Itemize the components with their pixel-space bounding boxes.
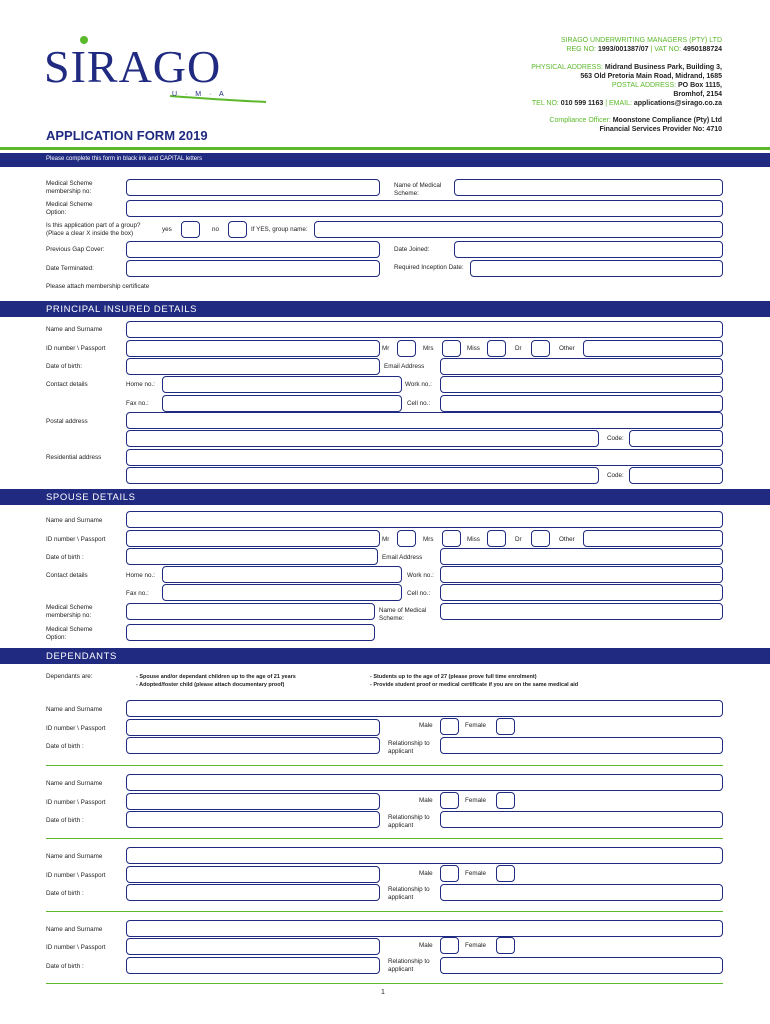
spouse-id-input[interactable] <box>126 530 380 547</box>
logo <box>44 34 269 109</box>
inception-label: Required Inception Date: <box>394 264 464 271</box>
dep4-female-checkbox[interactable] <box>496 937 515 954</box>
dep4-name-input[interactable] <box>126 920 723 937</box>
dep2-male-label: Male <box>419 797 433 804</box>
dep2-name-input[interactable] <box>126 774 723 791</box>
contact-line: TEL NO: 010 599 1163 | EMAIL: applications@sirago.co.za <box>531 100 722 107</box>
dep3-id-input[interactable] <box>126 866 380 883</box>
dep1-dob-label: Date of birth : <box>46 743 84 750</box>
gap-cover-input[interactable] <box>126 241 380 258</box>
principal-mrs-label: Mrs <box>423 345 434 352</box>
dep1-divider <box>46 765 723 766</box>
dependants-are-label: Dependants are: <box>46 673 93 680</box>
instruction-text: Please complete this form in black ink and CAPITAL letters <box>46 156 203 162</box>
dep4-relationship-input[interactable] <box>440 957 723 974</box>
dep4-id-label: ID number \ Passport <box>46 944 106 951</box>
date-terminated-input[interactable] <box>126 260 380 277</box>
dep4-male-checkbox[interactable] <box>440 937 459 954</box>
dep3-female-label: Female <box>465 870 486 877</box>
principal-work-label: Work no.: <box>405 381 432 388</box>
dep1-name-label: Name and Surname <box>46 706 103 713</box>
spouse-heading: SPOUSE DETAILS <box>46 492 136 503</box>
spouse-contact-label: Contact details <box>46 572 88 579</box>
spouse-option-input[interactable] <box>126 624 375 641</box>
spouse-heading-bar <box>0 489 770 505</box>
logo-text: SIRAGO <box>44 41 222 92</box>
dep2-name-label: Name and Surname <box>46 780 103 787</box>
spouse-membership-label: Medical Scheme membership no: <box>46 604 93 619</box>
principal-cell-input[interactable] <box>440 395 723 412</box>
spouse-name-input[interactable] <box>126 511 723 528</box>
principal-home-label: Home no.: <box>126 381 156 388</box>
principal-id-label: ID number \ Passport <box>46 345 106 352</box>
dep2-relationship-label: Relationship to applicant <box>388 814 430 829</box>
spouse-home-label: Home no.: <box>126 572 156 579</box>
dep2-id-input[interactable] <box>126 793 380 810</box>
dep3-female-checkbox[interactable] <box>496 865 515 882</box>
principal-heading-bar <box>0 301 770 317</box>
page-title: APPLICATION FORM 2019 <box>46 128 208 143</box>
yes-label: yes <box>162 226 172 233</box>
spouse-other-input[interactable] <box>583 530 723 547</box>
logo-subtext: U · M · A <box>172 91 227 98</box>
principal-residential-code-label: Code: <box>607 472 624 479</box>
principal-cell-label: Cell no.: <box>407 400 431 407</box>
dep2-divider <box>46 838 723 839</box>
principal-id-input[interactable] <box>126 340 380 357</box>
dep1-dob-input[interactable] <box>126 737 380 754</box>
dep3-dob-label: Date of birth : <box>46 890 84 897</box>
spouse-id-label: ID number \ Passport <box>46 536 106 543</box>
postal-address: POSTAL ADDRESS: PO Box 1115, <box>611 82 722 89</box>
dep3-name-label: Name and Surname <box>46 853 103 860</box>
title-rule <box>0 147 770 150</box>
dep1-male-label: Male <box>419 722 433 729</box>
dep2-female-checkbox[interactable] <box>496 792 515 809</box>
principal-dr-checkbox[interactable] <box>531 340 550 357</box>
spouse-cell-input[interactable] <box>440 584 723 601</box>
spouse-name-label: Name and Surname <box>46 517 103 524</box>
dep2-dob-label: Date of birth : <box>46 817 84 824</box>
dep4-name-label: Name and Surname <box>46 926 103 933</box>
dependants-rule-3: - Students up to the age of 27 (please prove full time enrolment) <box>370 674 537 680</box>
dep1-id-input[interactable] <box>126 719 380 736</box>
principal-postal-label: Postal address <box>46 418 88 425</box>
principal-postal-line2[interactable] <box>126 430 599 447</box>
group-instruction: (Place a clear X inside the box) <box>46 230 134 237</box>
dep3-male-checkbox[interactable] <box>440 865 459 882</box>
principal-name-input[interactable] <box>126 321 723 338</box>
spouse-mr-checkbox[interactable] <box>397 530 416 547</box>
principal-residential-line2[interactable] <box>126 467 599 484</box>
spouse-home-input[interactable] <box>162 566 402 583</box>
dep1-female-checkbox[interactable] <box>496 718 515 735</box>
spouse-option-label: Medical Scheme Option: <box>46 626 93 641</box>
group-name-label: If YES, group name: <box>251 226 308 233</box>
spouse-miss-label: Miss <box>467 536 480 543</box>
principal-contact-label: Contact details <box>46 381 88 388</box>
dep1-female-label: Female <box>465 722 486 729</box>
principal-postal-line1[interactable] <box>126 412 723 429</box>
group-question: Is this application part of a group? <box>46 222 141 229</box>
spouse-membership-input[interactable] <box>126 603 375 620</box>
dependants-heading: DEPENDANTS <box>46 651 117 662</box>
attach-note: Please attach membership certificate <box>46 283 150 290</box>
spouse-dr-label: Dr <box>515 536 522 543</box>
spouse-dob-input[interactable] <box>126 548 378 565</box>
company-name: SIRAGO UNDERWRITING MANAGERS (PTY) LTD <box>560 37 722 44</box>
spouse-fax-input[interactable] <box>162 584 402 601</box>
principal-email-input[interactable] <box>440 358 723 375</box>
spouse-miss-checkbox[interactable] <box>487 530 506 547</box>
dep3-name-input[interactable] <box>126 847 723 864</box>
dependants-rule-1: - Spouse and/or dependant children up to the age of 21 years <box>136 674 296 680</box>
dep2-relationship-input[interactable] <box>440 811 723 828</box>
dep2-id-label: ID number \ Passport <box>46 799 106 806</box>
spouse-work-input[interactable] <box>440 566 723 583</box>
principal-email-label: Email Address <box>384 363 425 370</box>
scheme-name-label: Name of Medical Scheme: <box>394 182 442 197</box>
dep4-dob-label: Date of birth : <box>46 963 84 970</box>
dep2-male-checkbox[interactable] <box>440 792 459 809</box>
dependants-rule-4: - Provide student proof or medical certificate if you are on the same medical aid <box>370 682 579 688</box>
principal-fax-input[interactable] <box>162 395 402 412</box>
membership-input[interactable] <box>126 179 380 196</box>
option-label: Medical Scheme Option: <box>46 201 93 216</box>
postal-address-2: Bromhof, 2154 <box>673 91 722 98</box>
fsp-line: Financial Services Provider No: 4710 <box>599 126 722 133</box>
spouse-work-label: Work no.: <box>407 572 434 579</box>
principal-dr-label: Dr <box>515 345 522 352</box>
dep3-id-label: ID number \ Passport <box>46 872 106 879</box>
spouse-dr-checkbox[interactable] <box>531 530 550 547</box>
membership-label: Medical Scheme membership no: <box>46 180 93 195</box>
spouse-dob-label: Date of birth : <box>46 554 84 561</box>
principal-mr-label: Mr <box>382 345 390 352</box>
dependants-heading-bar <box>0 648 770 664</box>
principal-miss-checkbox[interactable] <box>487 340 506 357</box>
spouse-mrs-checkbox[interactable] <box>442 530 461 547</box>
principal-work-input[interactable] <box>440 376 723 393</box>
page-number: 1 <box>381 989 385 996</box>
principal-mrs-checkbox[interactable] <box>442 340 461 357</box>
principal-dob-input[interactable] <box>126 358 380 375</box>
spouse-email-input[interactable] <box>440 548 723 565</box>
dep3-relationship-label: Relationship to applicant <box>388 886 430 901</box>
principal-postal-code-label: Code: <box>607 435 624 442</box>
dep1-male-checkbox[interactable] <box>440 718 459 735</box>
spouse-scheme-name-label: Name of Medical Scheme: <box>379 607 427 622</box>
principal-miss-label: Miss <box>467 345 480 352</box>
principal-residential-line1[interactable] <box>126 449 723 466</box>
dep2-dob-input[interactable] <box>126 811 380 828</box>
no-label: no <box>212 226 220 233</box>
gap-cover-label: Previous Gap Cover: <box>46 246 105 253</box>
principal-residential-code-input[interactable] <box>629 467 723 484</box>
dep4-female-label: Female <box>465 942 486 949</box>
dep1-id-label: ID number \ Passport <box>46 725 106 732</box>
reg-line: REG NO: 1993/001387/07 | VAT NO: 4950188724 <box>566 46 722 53</box>
spouse-scheme-name-input[interactable] <box>440 603 723 620</box>
no-checkbox[interactable] <box>228 221 247 238</box>
dep4-dob-input[interactable] <box>126 957 380 974</box>
dep1-relationship-input[interactable] <box>440 737 723 754</box>
spouse-mrs-label: Mrs <box>423 536 434 543</box>
group-name-input[interactable] <box>314 221 723 238</box>
dep2-female-label: Female <box>465 797 486 804</box>
dep4-divider <box>46 983 723 984</box>
principal-mr-checkbox[interactable] <box>397 340 416 357</box>
date-joined-label: Date Joined: <box>394 246 430 253</box>
spouse-cell-label: Cell no.: <box>407 590 431 597</box>
spouse-email-label: Email Address <box>382 554 423 561</box>
principal-fax-label: Fax no.: <box>126 400 149 407</box>
inception-input[interactable] <box>470 260 723 277</box>
principal-heading: PRINCIPAL INSURED DETAILS <box>46 304 198 315</box>
yes-checkbox[interactable] <box>181 221 200 238</box>
spouse-mr-label: Mr <box>382 536 390 543</box>
spouse-fax-label: Fax no.: <box>126 590 149 597</box>
dependants-rule-2: - Adopted/foster child (please attach documentary proof) <box>136 682 285 688</box>
dep4-id-input[interactable] <box>126 938 380 955</box>
physical-address: PHYSICAL ADDRESS: Midrand Business Park, Building 3, <box>531 64 722 71</box>
principal-dob-label: Date of birth: <box>46 363 83 370</box>
dep4-male-label: Male <box>419 942 433 949</box>
dep4-relationship-label: Relationship to applicant <box>388 958 430 973</box>
dep1-name-input[interactable] <box>126 700 723 717</box>
spouse-other-label: Other <box>559 536 575 543</box>
principal-postal-code-input[interactable] <box>629 430 723 447</box>
dep3-dob-input[interactable] <box>126 884 380 901</box>
principal-other-input[interactable] <box>583 340 723 357</box>
instruction-bar <box>0 153 770 167</box>
physical-address-2: 563 Old Pretoria Main Road, Midrand, 1685 <box>580 73 722 80</box>
date-terminated-label: Date Terminated: <box>46 265 94 272</box>
principal-residential-label: Residential address <box>46 454 102 461</box>
principal-other-label: Other <box>559 345 575 352</box>
principal-name-label: Name and Surname <box>46 326 103 333</box>
principal-home-input[interactable] <box>162 376 402 393</box>
dep1-relationship-label: Relationship to applicant <box>388 740 430 755</box>
dep3-relationship-input[interactable] <box>440 884 723 901</box>
dep3-male-label: Male <box>419 870 433 877</box>
scheme-name-input[interactable] <box>454 179 723 196</box>
compliance-line: Compliance Officer: Moonstone Compliance (Pty) Ltd <box>549 117 722 124</box>
date-joined-input[interactable] <box>454 241 723 258</box>
dep3-divider <box>46 911 723 912</box>
option-input[interactable] <box>126 200 723 217</box>
